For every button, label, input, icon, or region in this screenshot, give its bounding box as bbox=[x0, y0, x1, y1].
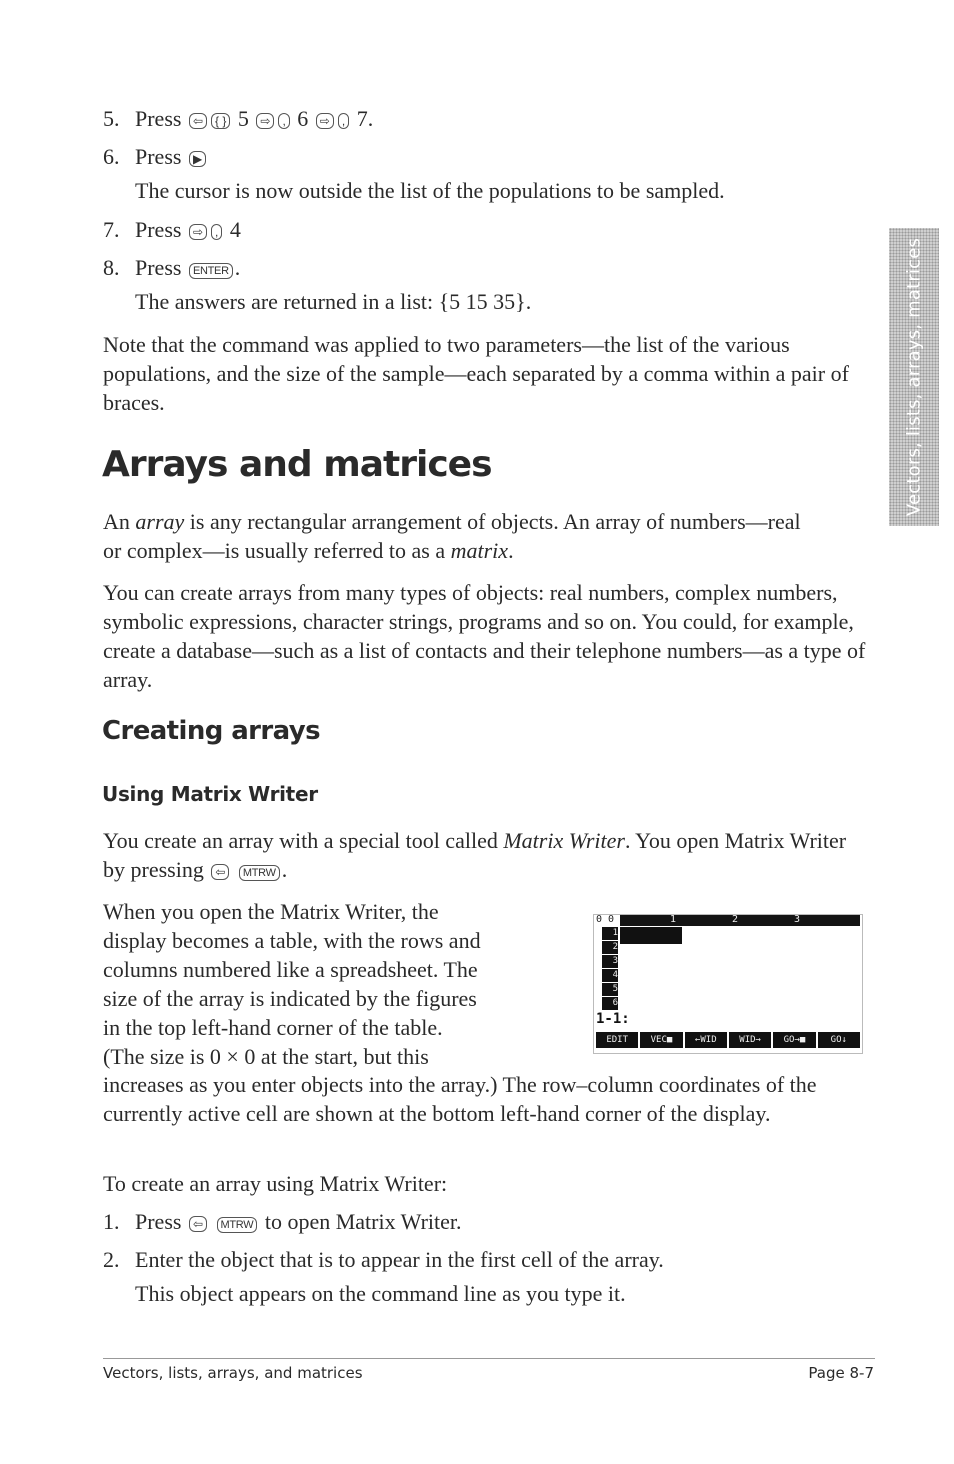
array-paragraph: An array is any rectangular arrangement of objects. An array of numbers—real or complex—is usually referred to as a matrix. bbox=[103, 509, 801, 563]
menu-go-right: GO→■ bbox=[773, 1032, 815, 1048]
left-shift-key-icon: ⇦ bbox=[211, 864, 229, 880]
chapter-side-tab: Vectors, lists, arrays, matrices bbox=[889, 228, 939, 526]
matrix-writer-paragraph: You create an array with a special tool called Matrix Writer. You open Matrix Writer by pressing ⇦ MTRW . bbox=[103, 828, 847, 882]
section-title: Arrays and matrices bbox=[102, 444, 492, 485]
active-cell bbox=[620, 927, 682, 944]
matrix-writer-screen bbox=[593, 914, 863, 1054]
menu-wid-right: WID→ bbox=[729, 1032, 771, 1048]
open-paragraph-line: columns numbered like a spreadsheet. The bbox=[103, 957, 478, 982]
step-2-note: This object appears on the command line as you type it. bbox=[135, 1281, 626, 1306]
step-2: 2. Enter the object that is to appear in the first cell of the array. bbox=[103, 1247, 664, 1272]
row-header: 2 bbox=[602, 941, 618, 954]
open-paragraph-line: (The size is 0 × 0 at the start, but this bbox=[103, 1044, 429, 1069]
open-paragraph-rest: increases as you enter objects into the array.) The row–column coordinates of the currently active cell are shown at the bottom left-hand corner of the display. bbox=[103, 1072, 817, 1126]
step-8: 8. Press ENTER . bbox=[103, 255, 241, 280]
step-7: 7. Press ⇨ , 4 bbox=[103, 217, 241, 242]
subsubsection-title: Using Matrix Writer bbox=[102, 782, 318, 806]
mtrw-key-icon: MTRW bbox=[217, 1217, 258, 1233]
left-shift-key-icon: ⇦ bbox=[189, 113, 207, 129]
note-paragraph: Note that the command was applied to two parameters—the list of the various populations, and the size of the sample—each separated by a comma within a pair of braces. bbox=[103, 332, 849, 415]
row-header: 3 bbox=[602, 955, 618, 968]
comma-key-icon: , bbox=[211, 224, 222, 240]
column-header: 1 bbox=[670, 914, 677, 925]
left-shift-key-icon: ⇦ bbox=[189, 1216, 207, 1232]
step-6-note: The cursor is now outside the list of the populations to be sampled. bbox=[135, 178, 725, 203]
right-shift-key-icon: ⇨ bbox=[189, 224, 207, 240]
menu-go-down: GO↓ bbox=[818, 1032, 860, 1048]
right-shift-key-icon: ⇨ bbox=[256, 113, 274, 129]
column-header-bar bbox=[620, 915, 860, 926]
term-matrix: matrix bbox=[450, 538, 509, 563]
braces-key-icon: { } bbox=[211, 113, 230, 129]
soft-menu-bar bbox=[596, 1032, 860, 1048]
column-header: 3 bbox=[794, 914, 801, 925]
right-arrow-key-icon: ▶ bbox=[189, 151, 206, 167]
cell-coordinates: 1-1: bbox=[596, 1011, 630, 1027]
types-paragraph: You can create arrays from many types of objects: real numbers, complex numbers, symbolic expressions, character strings, programs and so on. You could, for example, create a database—such as a list of contacts and their telephone numbers—as a type of array. bbox=[103, 580, 866, 692]
comma-key-icon: , bbox=[278, 113, 289, 129]
array-size-label: 0 0 bbox=[596, 914, 615, 925]
enter-key-icon: ENTER bbox=[189, 263, 233, 279]
menu-edit: EDIT bbox=[596, 1032, 638, 1048]
step-6: 6. Press ▶ bbox=[103, 142, 208, 171]
row-header: 1 bbox=[602, 927, 618, 940]
open-paragraph-line: When you open the Matrix Writer, the bbox=[103, 899, 439, 924]
open-paragraph-line: size of the array is indicated by the figures bbox=[103, 986, 477, 1011]
mtrw-key-icon: MTRW bbox=[239, 865, 280, 881]
row-header: 5 bbox=[602, 983, 618, 996]
menu-vec: VEC■ bbox=[640, 1032, 682, 1048]
term-array: array bbox=[135, 509, 185, 534]
menu-wid-left: ←WID bbox=[685, 1032, 727, 1048]
footer-chapter: Vectors, lists, arrays, and matrices bbox=[103, 1364, 363, 1382]
open-paragraph-line: display becomes a table, with the rows and bbox=[103, 928, 481, 953]
footer-rule bbox=[103, 1358, 875, 1359]
row-header: 6 bbox=[602, 997, 618, 1010]
right-shift-key-icon: ⇨ bbox=[316, 113, 334, 129]
create-intro: To create an array using Matrix Writer: bbox=[103, 1171, 448, 1196]
row-header: 4 bbox=[602, 969, 618, 982]
step-8-note: The answers are returned in a list: {5 15 35}. bbox=[135, 289, 532, 314]
step-1: 1. Press ⇦ MTRW to open Matrix Writer. bbox=[103, 1209, 462, 1234]
footer-page-number: Page 8-7 bbox=[808, 1364, 874, 1382]
row-header-bar bbox=[594, 927, 620, 1013]
step-5: 5. Press ⇦ { } 5 ⇨ , 6 ⇨ , 7. bbox=[103, 106, 374, 131]
comma-key-icon: , bbox=[338, 113, 349, 129]
column-header: 2 bbox=[732, 914, 739, 925]
subsection-title: Creating arrays bbox=[102, 716, 320, 746]
open-paragraph-line: in the top left-hand corner of the table. bbox=[103, 1015, 443, 1040]
